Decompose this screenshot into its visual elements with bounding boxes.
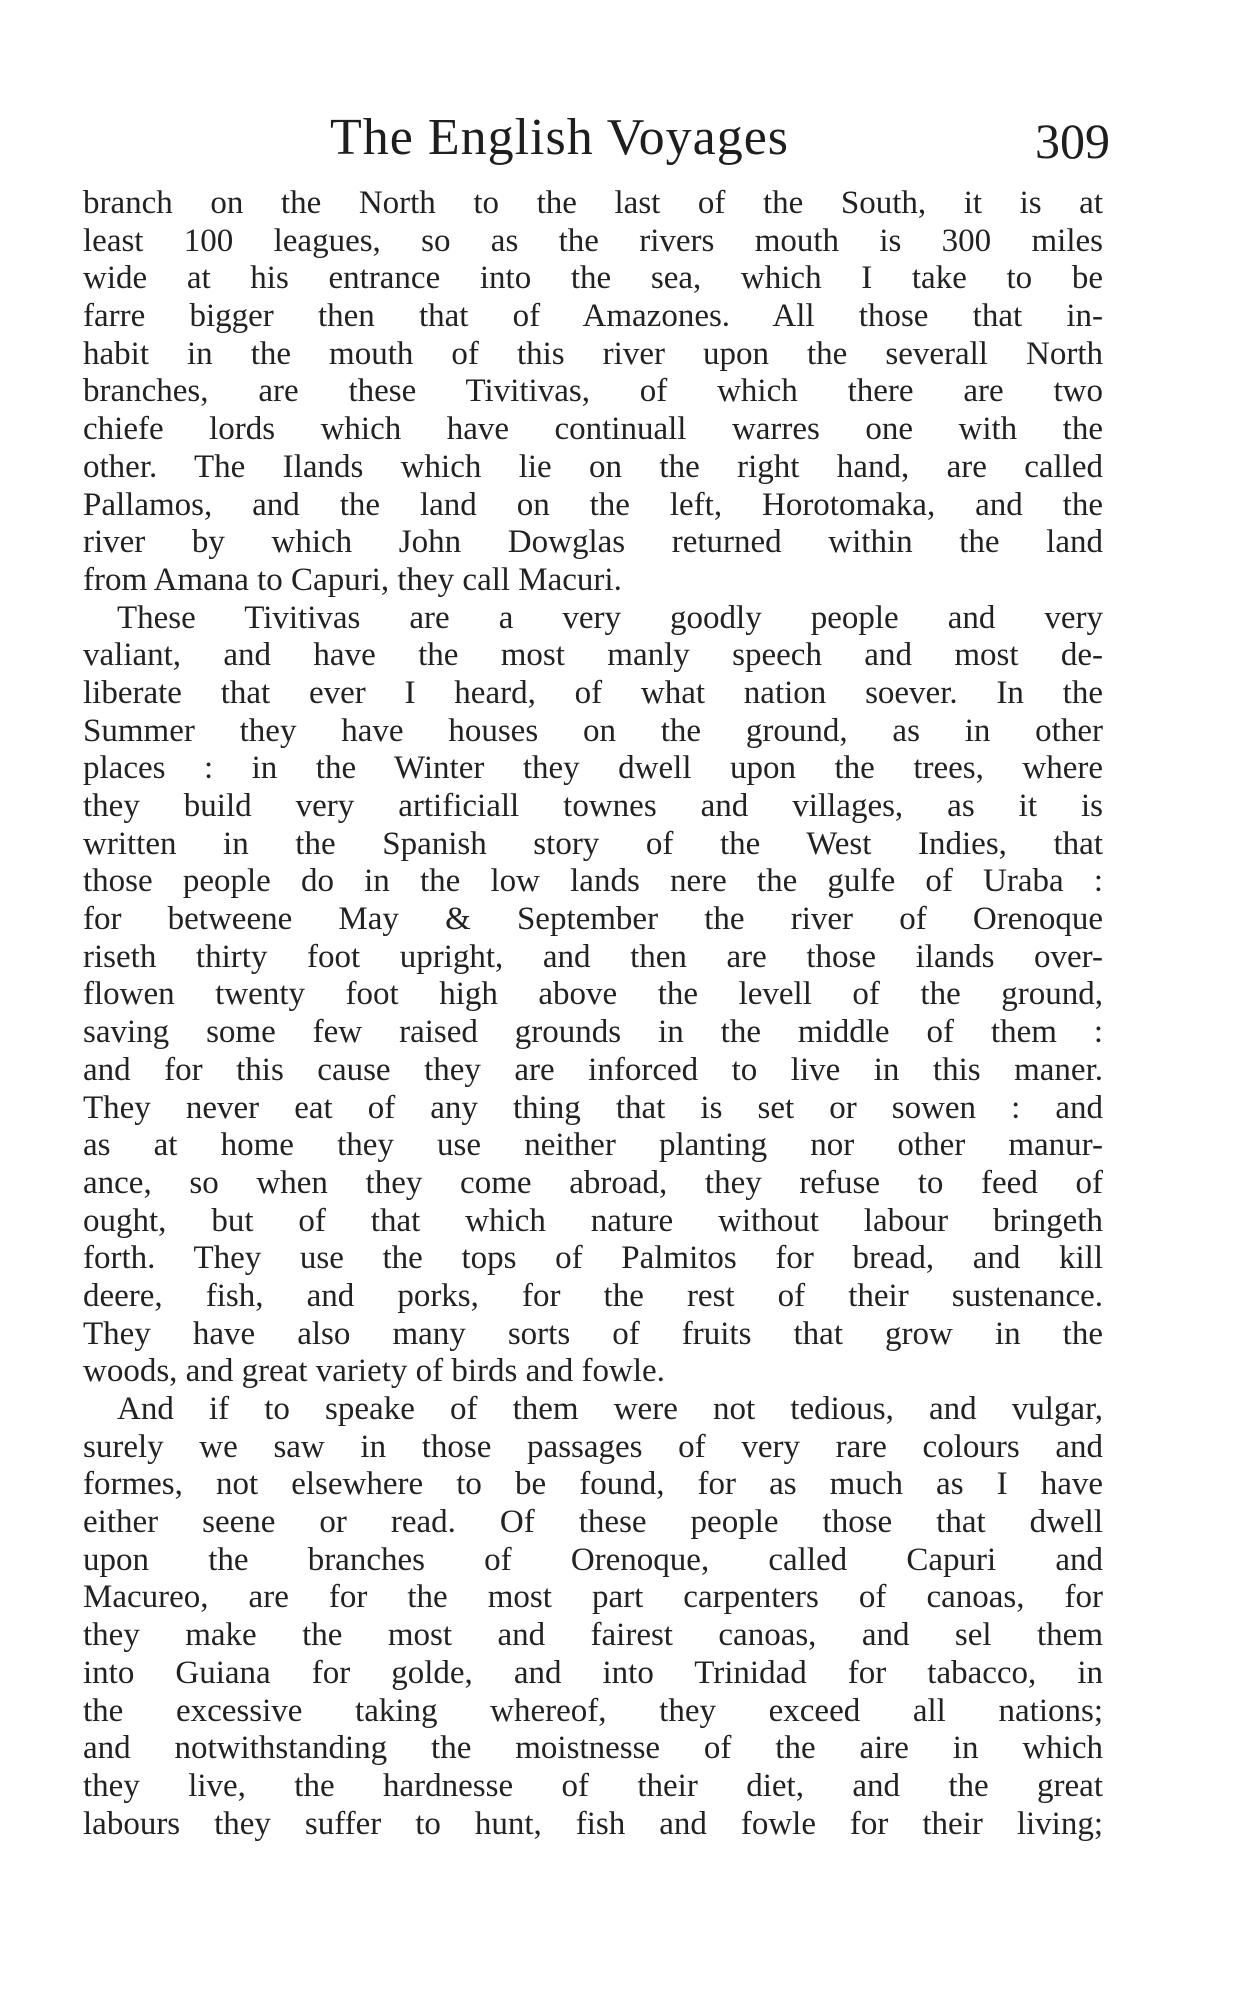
text-line: They have also many sorts of fruits that grow in the [83,1315,1103,1352]
text-line: branches, are these Tivitivas, of which there are two [83,373,1103,410]
text-line: liberate that ever I heard, of what nation soever. In the [83,674,1103,711]
text-line: formes, not elsewhere to be found, for as much as I have [83,1466,1103,1503]
text-line: other. The Ilands which lie on the right hand, are called [83,448,1103,485]
text-line: for betweene May & September the river of Orenoque [83,901,1103,938]
text-line: the excessive taking whereof, they exceed all nations; [83,1692,1103,1729]
text-line: they make the most and fairest canoas, and sel them [83,1617,1103,1654]
text-line: chiefe lords which have continuall warres one with the [83,411,1103,448]
text-line: they live, the hardnesse of their diet, and the great [83,1767,1103,1804]
text-line: river by which John Dowglas returned within the land [83,524,1103,561]
text-line: And if to speake of them were not tedious, and vulgar, [117,1391,1103,1427]
text-line: woods, and great variety of birds and fowle. [83,1353,665,1390]
text-line: valiant, and have the most manly speech and most de- [83,637,1103,674]
text-line: Summer they have houses on the ground, as in other [83,712,1103,749]
text-line: as at home they use neither planting nor other manur- [83,1127,1103,1164]
text-line: flowen twenty foot high above the levell of the ground, [83,976,1103,1013]
text-line: those people do in the low lands nere the gulfe of Uraba : [83,863,1103,900]
text-line: forth. They use the tops of Palmitos for bread, and kill [83,1240,1103,1277]
paragraph-3 [83,1391,1103,1843]
text-line: saving some few raised grounds in the middle of them : [83,1014,1103,1051]
text-line: Pallamos, and the land on the left, Horotomaka, and the [83,486,1103,523]
running-title: The English Voyages [330,109,790,166]
text-line: wide at his entrance into the sea, which I take to be [83,260,1103,297]
paragraph-1 [83,185,1103,600]
text-line: they build very artificiall townes and villages, as it is [83,788,1103,824]
text-line: labours they suffer to hunt, fish and fowle for their living; [83,1805,1103,1842]
text-line: ought, but of that which nature without labour bringeth [83,1202,1103,1239]
text-line: least 100 leagues, so as the rivers mouth is 300 miles [83,222,1103,259]
text-line: Macureo, are for the most part carpenters of canoas, for [83,1579,1103,1616]
running-head [80,108,1110,178]
text-line: surely we saw in those passages of very rare colours and [83,1428,1103,1465]
text-line: either seene or read. Of these people those that dwell [83,1504,1103,1541]
text-line: into Guiana for golde, and into Trinidad for tabacco, in [83,1654,1103,1691]
text-line: riseth thirty foot upright, and then are those ilands over- [83,938,1103,975]
body-text [83,185,1103,1843]
text-line: farre bigger then that of Amazones. All those that in- [83,298,1103,335]
text-line: deere, fish, and porks, for the rest of their sustenance. [83,1277,1103,1314]
text-line: upon the branches of Orenoque, called Capuri and [83,1541,1103,1578]
text-line: habit in the mouth of this river upon the severall North [83,335,1103,372]
text-line: and for this cause they are inforced to live in this maner. [83,1051,1103,1088]
text-line: These Tivitivas are a very goodly people and very [117,599,1103,636]
page-number: 309 [1035,113,1110,169]
text-line: written in the Spanish story of the West Indies, that [83,825,1103,862]
text-line: from Amana to Capuri, they call Macuri. [83,561,622,598]
text-line: They never eat of any thing that is set or sowen : and [83,1089,1103,1126]
text-line: ance, so when they come abroad, they refuse to feed of [83,1164,1103,1201]
text-line: places : in the Winter they dwell upon the trees, where [83,750,1103,787]
text-line: and notwithstanding the moistnesse of the aire in which [83,1730,1103,1767]
paragraph-2 [83,600,1103,1391]
text-line: branch on the North to the last of the South, it is at [83,185,1103,221]
